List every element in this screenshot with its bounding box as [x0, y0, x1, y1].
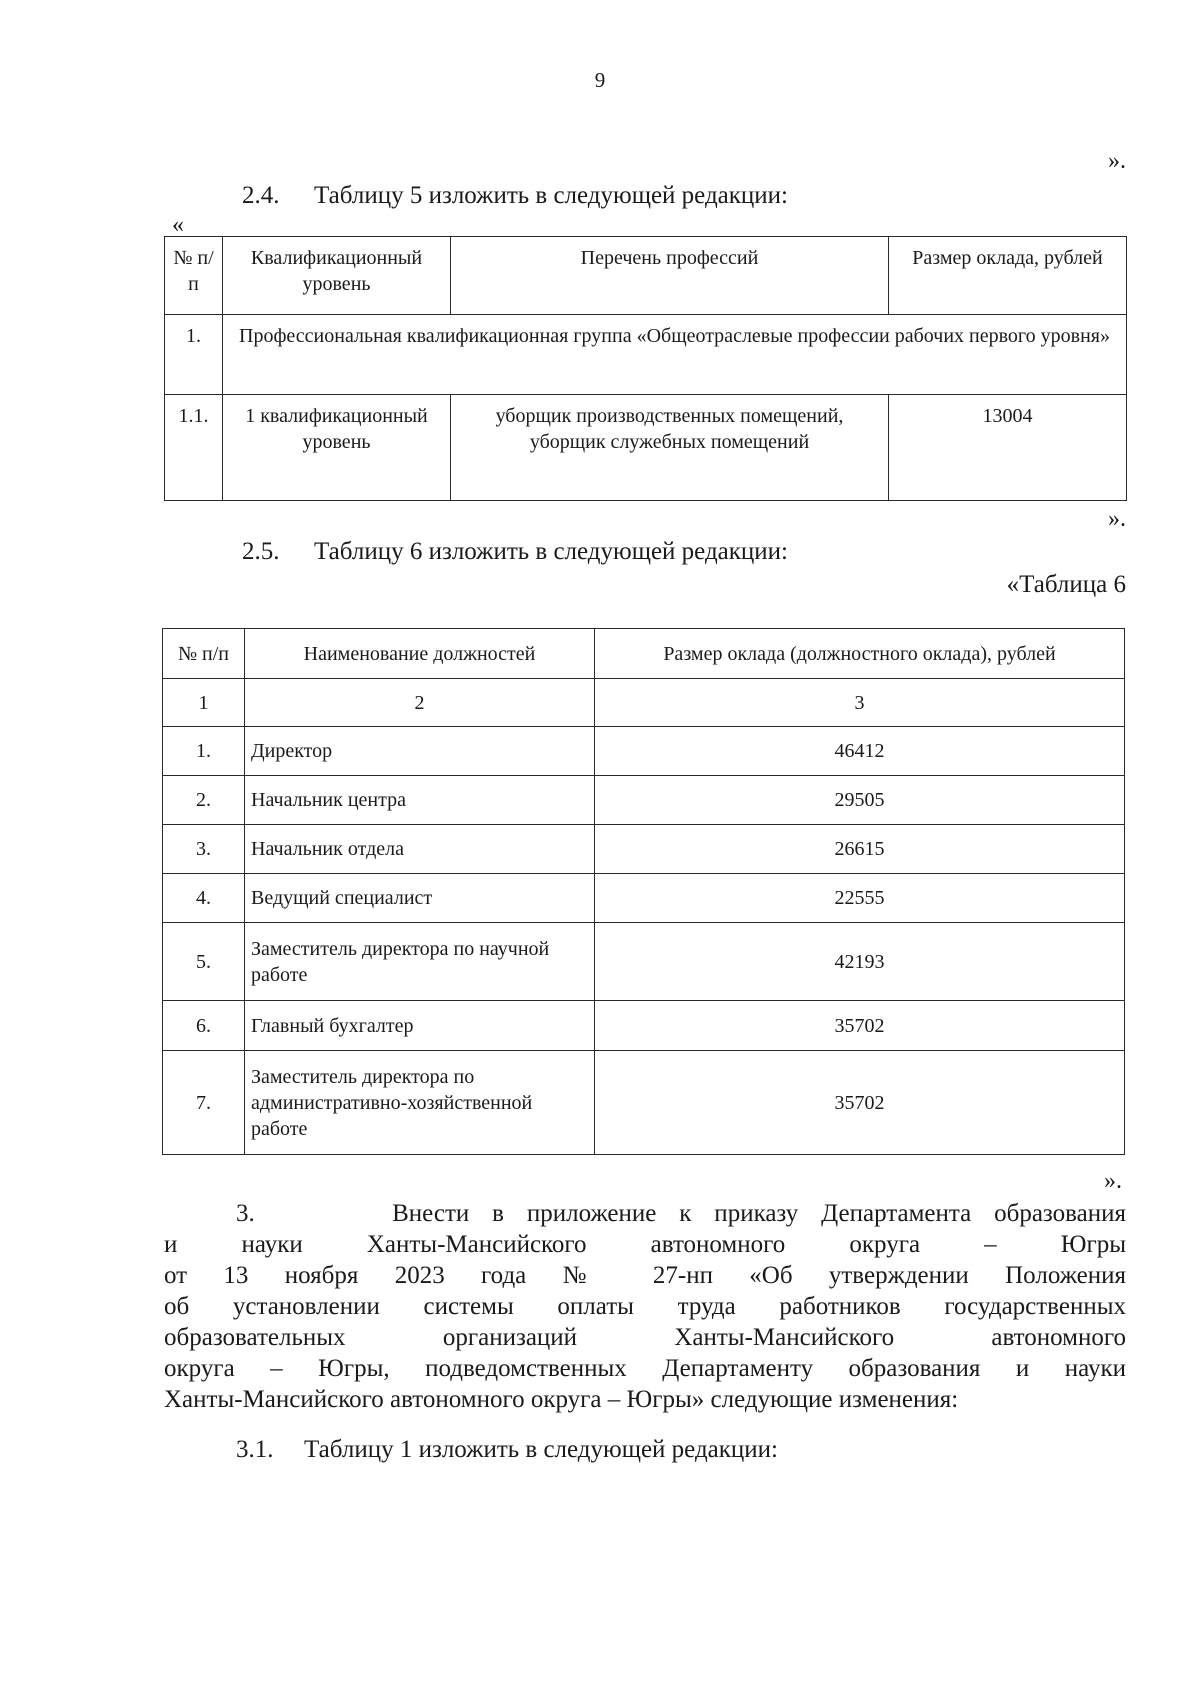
- opening-quote: «: [172, 212, 184, 238]
- section-3-line: округа – Югры, подведомственных Департаменту образования и науки: [164, 1355, 1126, 1382]
- index-cell: 3: [595, 679, 1125, 727]
- position-name: Заместитель директора по научной работе: [245, 923, 595, 1001]
- table-6: [162, 628, 1125, 1155]
- position-name: Заместитель директора по административно-хозяйственной работе: [245, 1051, 595, 1155]
- header-cell: № п/п: [163, 629, 245, 679]
- group-row: [165, 315, 1127, 395]
- section-3: [164, 1198, 1126, 1415]
- row-number: 4.: [163, 874, 245, 923]
- table-6-label: «Таблица 6: [1006, 571, 1126, 598]
- row-number: 2.: [163, 776, 245, 825]
- qualification-level: 1 квалификационный уровень: [223, 395, 451, 501]
- row-number: 7.: [163, 1051, 245, 1155]
- index-cell: 1: [163, 679, 245, 727]
- table-row: [163, 727, 1125, 776]
- header-cell: Квалификационный уровень: [223, 237, 451, 315]
- header-cell: Наименование должностей: [245, 629, 595, 679]
- salary-value: 29505: [595, 776, 1125, 825]
- closing-quote: ».: [1108, 148, 1126, 174]
- table-row: [163, 825, 1125, 874]
- section-3-1: [236, 1434, 778, 1465]
- position-name: Директор: [245, 727, 595, 776]
- section-3-line: от 13 ноября 2023 года № 27-нп «Об утверждении Положения: [164, 1262, 1126, 1289]
- row-number: 1.: [165, 315, 223, 395]
- table-row: [165, 395, 1127, 501]
- section-text: Таблицу 6 изложить в следующей редакции:: [314, 538, 788, 565]
- professions-list: уборщик производственных помещений, уборщик служебных помещений: [451, 395, 889, 501]
- position-name: Ведущий специалист: [245, 874, 595, 923]
- section-2-4: [242, 180, 788, 211]
- section-number: 3.1.: [236, 1436, 274, 1463]
- group-title: Профессиональная квалификационная группа «Общеотраслевые профессии рабочих первого уровня»: [223, 315, 1127, 395]
- salary-value: 35702: [595, 1051, 1125, 1155]
- section-number: 2.4.: [242, 182, 280, 209]
- index-cell: 2: [245, 679, 595, 727]
- row-number: 1.1.: [165, 395, 223, 501]
- closing-quote: ».: [1108, 506, 1126, 532]
- section-text: Таблицу 1 изложить в следующей редакции:: [304, 1436, 778, 1463]
- salary-value: 22555: [595, 874, 1125, 923]
- table-header-row: [163, 629, 1125, 679]
- salary-value: 13004: [889, 395, 1127, 501]
- salary-value: 46412: [595, 727, 1125, 776]
- section-text: Таблицу 5 изложить в следующей редакции:: [314, 182, 788, 209]
- position-name: Начальник центра: [245, 776, 595, 825]
- section-3-line: Ханты-Мансийского автономного округа – Югры» следующие изменения:: [164, 1386, 959, 1413]
- section-3-line: об установлении системы оплаты труда работников государственных: [164, 1293, 1126, 1320]
- table-row: [163, 923, 1125, 1001]
- section-number: 3.: [236, 1200, 255, 1227]
- header-cell: № п/п: [165, 237, 223, 315]
- section-3-line: [164, 1198, 1126, 1229]
- section-2-5: [242, 536, 788, 567]
- row-number: 3.: [163, 825, 245, 874]
- table-row: [163, 776, 1125, 825]
- section-3-line: образовательных организаций Ханты-Мансийского автономного: [164, 1324, 1126, 1351]
- position-name: Начальник отдела: [245, 825, 595, 874]
- table-row: [163, 1051, 1125, 1155]
- table-row: [163, 1001, 1125, 1051]
- section-number: 2.5.: [242, 538, 280, 565]
- salary-value: 26615: [595, 825, 1125, 874]
- column-index-row: [163, 679, 1125, 727]
- closing-quote: ».: [1104, 1168, 1122, 1194]
- line-text: Внести в приложение к приказу Департамента образования: [392, 1200, 1126, 1227]
- section-3-line: и науки Ханты-Мансийского автономного округа – Югры: [164, 1231, 1126, 1258]
- header-cell: Размер оклада (должностного оклада), рублей: [595, 629, 1125, 679]
- salary-value: 35702: [595, 1001, 1125, 1051]
- header-cell: Перечень профессий: [451, 237, 889, 315]
- table-5: [164, 236, 1127, 501]
- position-name: Главный бухгалтер: [245, 1001, 595, 1051]
- page-number: 9: [594, 68, 606, 92]
- salary-value: 42193: [595, 923, 1125, 1001]
- row-number: 1.: [163, 727, 245, 776]
- row-number: 5.: [163, 923, 245, 1001]
- table-row: [163, 874, 1125, 923]
- table-header-row: [165, 237, 1127, 315]
- row-number: 6.: [163, 1001, 245, 1051]
- header-cell: Размер оклада, рублей: [889, 237, 1127, 315]
